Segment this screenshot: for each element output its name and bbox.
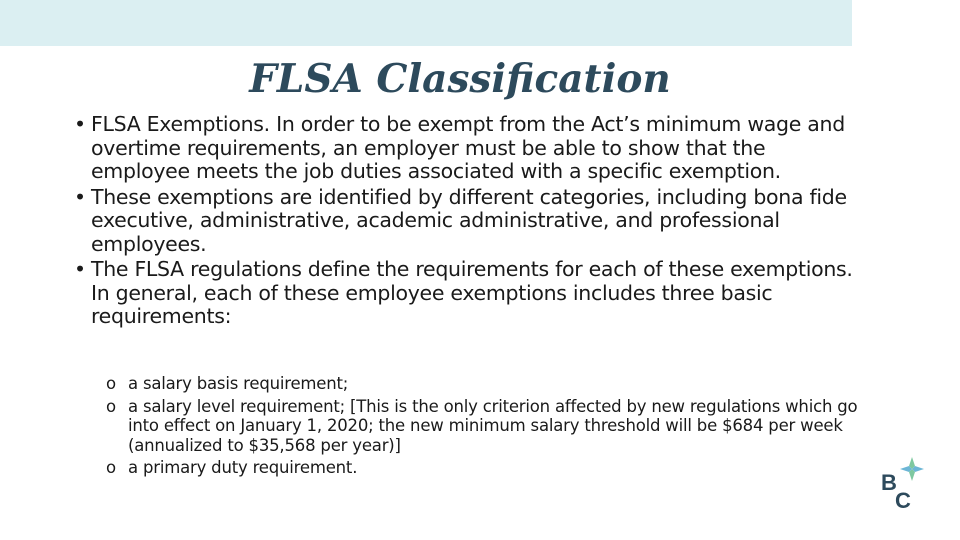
sub-bullet-list: [106, 374, 866, 481]
bullet-item: [74, 113, 864, 184]
header-band: [0, 0, 852, 46]
bullet-list: [74, 113, 864, 331]
slide-title: FLSA Classification: [249, 56, 671, 102]
sub-bullet-item: [106, 397, 866, 456]
sparkle-icon: [899, 456, 925, 482]
bullet-item: [74, 258, 864, 329]
bullet-marker: •: [74, 184, 86, 209]
sub-bullet-item: [106, 374, 866, 394]
bullet-item: [74, 186, 864, 257]
bullet-marker: •: [74, 257, 86, 281]
sub-bullet-text: a salary level requirement; [This is the only criterion affected by new regulations which go into effect on January 1, 2020; the new minimum salary threshold will be $684 per week (annualized to $35,568 per year)]: [128, 396, 858, 455]
bullet-text: The FLSA regulations define the requirements for each of these exemptions. In general, each of these employee exemptions includes three basic requirements:: [91, 257, 853, 328]
bullet-text: These exemptions are identified by different categories, including bona fide executive, administrative, academic administrative, and professional employees.: [91, 184, 847, 256]
sub-bullet-text: a primary duty requirement.: [128, 458, 358, 477]
sub-bullet-item: [106, 458, 866, 478]
bullet-marker: •: [74, 112, 86, 136]
bc-logo: [878, 454, 928, 516]
sub-bullet-marker: o: [106, 396, 116, 416]
logo-letter-b: B: [881, 470, 897, 495]
bullet-text: FLSA Exemptions. In order to be exempt from the Act’s minimum wage and overtime requirements, an employer must be able to show that the employee meets the job duties associated with a specific exemption.: [91, 112, 845, 183]
sub-bullet-text: a salary basis requirement;: [128, 374, 349, 393]
sub-bullet-marker: o: [106, 374, 116, 393]
logo-letter-c: C: [895, 488, 911, 513]
sub-bullet-marker: o: [106, 458, 116, 477]
